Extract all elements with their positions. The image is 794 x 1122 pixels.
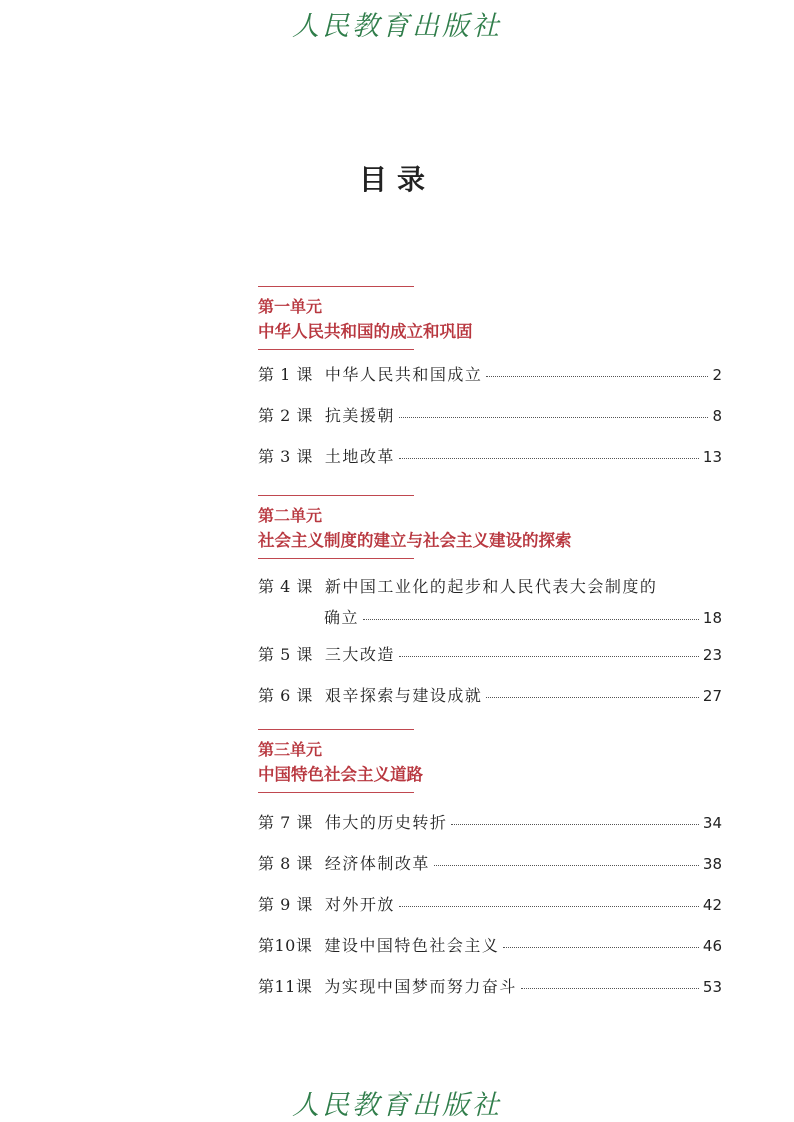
dot-leader	[399, 906, 699, 907]
unit-header	[258, 286, 728, 350]
toc-title: 目录	[358, 163, 435, 196]
page-number: 18	[702, 609, 722, 627]
lesson-title: 抗美援朝	[324, 406, 395, 425]
dot-leader	[363, 619, 699, 620]
toc-entry[interactable]	[258, 444, 722, 467]
page-number: 8	[712, 407, 722, 425]
toc-entry[interactable]	[258, 683, 722, 706]
toc-entry[interactable]	[258, 574, 722, 628]
lesson-title: 土地改革	[324, 447, 395, 466]
lesson-title: 艰辛探索与建设成就	[324, 686, 483, 705]
dot-leader	[521, 988, 699, 989]
toc-entry[interactable]	[258, 642, 722, 665]
dot-leader	[503, 947, 699, 948]
dot-leader	[486, 697, 699, 698]
dot-leader	[399, 458, 699, 459]
unit-name: 社会主义制度的建立与社会主义建设的探索	[258, 531, 572, 550]
dot-leader	[434, 865, 699, 866]
unit-name: 中华人民共和国的成立和巩固	[258, 322, 473, 341]
lesson-number: 第 3 课	[258, 447, 313, 466]
lesson-title: 三大改造	[324, 645, 395, 664]
unit-rule-top	[258, 729, 414, 730]
lesson-number: 第 1 课	[258, 365, 313, 384]
unit-rule-top	[258, 286, 414, 287]
page-number: 27	[702, 687, 722, 705]
unit-rule-bottom	[258, 792, 414, 793]
toc-entry[interactable]	[258, 810, 722, 833]
page-number: 46	[702, 937, 722, 955]
dot-leader	[399, 656, 699, 657]
unit-label: 第二单元	[258, 506, 323, 525]
lesson-number: 第 4 课	[258, 577, 313, 596]
unit-rule-bottom	[258, 349, 414, 350]
toc-entry[interactable]	[258, 892, 722, 915]
lesson-title: 伟大的历史转折	[324, 813, 448, 832]
lesson-number: 第 7 课	[258, 813, 313, 832]
unit-label: 第三单元	[258, 740, 323, 759]
publisher-logo-top: 人民教育出版社	[292, 11, 502, 42]
unit-header	[258, 729, 728, 793]
unit-rule-top	[258, 495, 414, 496]
lesson-title: 新中国工业化的起步和人民代表大会制度的	[324, 577, 658, 596]
page-number: 2	[712, 366, 722, 384]
page-number: 38	[702, 855, 722, 873]
unit-name: 中国特色社会主义道路	[258, 765, 423, 784]
lesson-title: 对外开放	[324, 895, 395, 914]
lesson-number: 第 6 课	[258, 686, 313, 705]
lesson-title-continued: 确立	[324, 608, 360, 627]
publisher-logo-bottom: 人民教育出版社	[292, 1090, 502, 1121]
lesson-number: 第 9 课	[258, 895, 313, 914]
lesson-title: 为实现中国梦而努力奋斗	[324, 977, 517, 996]
lesson-number: 第 5 课	[258, 645, 313, 664]
page-number: 34	[702, 814, 722, 832]
lesson-number: 第11课	[258, 977, 313, 996]
unit-rule-bottom	[258, 558, 414, 559]
lesson-number: 第10课	[258, 936, 313, 955]
lesson-number: 第 8 课	[258, 854, 313, 873]
lesson-title: 中华人民共和国成立	[324, 365, 483, 384]
toc-entry[interactable]	[258, 362, 722, 385]
unit-header	[258, 495, 728, 559]
lesson-title: 经济体制改革	[324, 854, 430, 873]
page-number: 23	[702, 646, 722, 664]
toc-entry[interactable]	[258, 851, 722, 874]
page-number: 42	[702, 896, 722, 914]
toc-entry[interactable]	[258, 933, 722, 956]
page-number: 13	[702, 448, 722, 466]
dot-leader	[451, 824, 699, 825]
page-number: 53	[702, 978, 722, 996]
dot-leader	[486, 376, 708, 377]
lesson-number: 第 2 课	[258, 406, 313, 425]
toc-entry[interactable]	[258, 403, 722, 426]
toc-entry[interactable]	[258, 974, 722, 997]
unit-label: 第一单元	[258, 297, 323, 316]
dot-leader	[399, 417, 709, 418]
lesson-title: 建设中国特色社会主义	[324, 936, 500, 955]
